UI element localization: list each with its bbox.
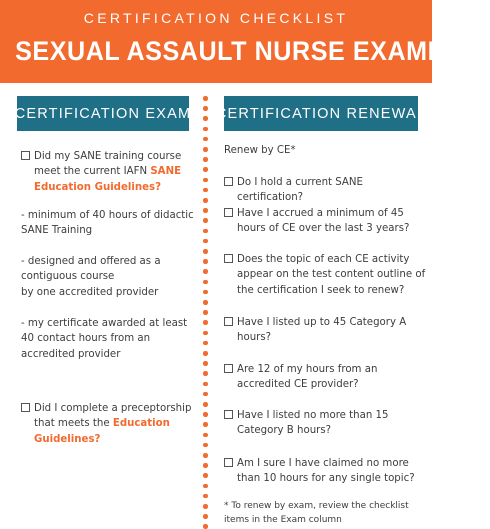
divider-dot [203,351,208,356]
exam-requirement-certificate: - my certificate awarded at least 40 contact hours from an accredited provider [21,318,188,360]
exam-question-preceptorship-text: Did I complete a preceptorship that meets the [34,403,192,430]
divider-dot [203,433,208,438]
divider-dot [203,300,208,305]
exam-question-preceptorship [21,401,196,447]
divider-dot [203,504,208,509]
checklist-kicker: CERTIFICATION CHECKLIST [83,10,349,26]
checkbox-icon[interactable] [21,151,30,160]
divider-dot [203,382,208,387]
checkbox-icon[interactable] [224,364,233,373]
renewal-question-text: Have I listed no more than 15 Category B hours? [237,410,389,437]
renewal-question-text: Have I listed up to 45 Category A hours? [237,317,407,344]
exam-requirement-contiguous-line1: - designed and offered as a contiguous course [21,256,161,283]
divider-dot [203,331,208,336]
education-guidelines-link[interactable]: Education Guidelines? [34,418,170,445]
divider-dot [203,208,208,213]
renewal-question-current-cert [224,175,428,206]
renewal-question-accredited [224,362,426,393]
renewal-question-category-a [224,315,426,346]
divider-dot [203,494,208,499]
exam-requirement-didactic: - minimum of 40 hours of didactic SANE Training [21,210,194,237]
exam-requirement-contiguous-line2: by one accredited provider [21,286,159,298]
divider-dot [203,188,208,193]
divider-dot [203,484,208,489]
divider-dot [203,290,208,295]
divider-dot [203,259,208,264]
checkbox-icon[interactable] [224,458,233,467]
divider-dot [203,524,208,529]
divider-dot [203,320,208,325]
renewal-question-text: Are 12 of my hours from an accredited CE provider? [237,364,378,391]
divider-dot [203,249,208,254]
renewal-question-category-b [224,408,426,439]
renewal-question-45-hours [224,206,426,237]
divider-dot [203,198,208,203]
divider-dot [203,361,208,366]
divider-dot [203,178,208,183]
divider-dot [203,116,208,121]
renewal-question-text: Am I sure I have claimed no more than 10 hours for any single topic? [237,458,415,485]
checkbox-icon[interactable] [224,410,233,419]
exam-question-training [21,149,199,195]
divider-dot [203,463,208,468]
header-banner [0,0,490,83]
divider-dot [203,310,208,315]
checkbox-icon[interactable] [224,177,233,186]
divider-dot [203,443,208,448]
exam-requirement-contiguous [21,254,199,300]
renewal-question-text: Have I accrued a minimum of 45 hours of CE over the last 3 years? [237,208,410,235]
renewal-question-text: Do I hold a current SANE certification? [237,177,363,204]
divider-dot [203,106,208,111]
divider-dot [203,280,208,285]
checkbox-icon[interactable] [224,208,233,217]
divider-dot [203,341,208,346]
page-title: SEXUAL ASSAULT NURSE EXAMINER [15,36,490,66]
renewal-question-text: Does the topic of each CE activity appear on the test content outline of the certification I seek to renew? [237,254,426,296]
exam-column-heading: CERTIFICATION EXAM [17,96,189,131]
divider-dot [203,127,208,132]
divider-dot [203,147,208,152]
divider-dot [203,453,208,458]
divider-dot [203,392,208,397]
checkbox-icon[interactable] [224,317,233,326]
divider-dot [203,218,208,223]
renewal-intro: Renew by CE* [224,145,296,156]
divider-dot [203,229,208,234]
checkbox-icon[interactable] [224,254,233,263]
divider-dot [203,402,208,407]
divider-dot [203,514,208,519]
divider-dot [203,137,208,142]
divider-dot [203,269,208,274]
checkbox-icon[interactable] [21,403,30,412]
dotted-divider [203,96,209,526]
renewal-question-topic [224,252,426,298]
sane-guidelines-link[interactable]: SANE Education Guidelines? [34,166,182,193]
divider-dot [203,422,208,427]
renewal-column-heading: CERTIFICATION RENEWAL [224,96,418,131]
divider-dot [203,157,208,162]
divider-dot [203,96,208,101]
renewal-footnote: * To renew by exam, review the checklist items in the Exam column [224,501,409,525]
divider-dot [203,371,208,376]
divider-dot [203,412,208,417]
renewal-question-single-topic [224,456,426,487]
exam-question-training-text: Did my SANE training course meet the current IAFN [34,151,182,178]
divider-dot [203,239,208,244]
divider-dot [203,473,208,478]
divider-dot [203,167,208,172]
